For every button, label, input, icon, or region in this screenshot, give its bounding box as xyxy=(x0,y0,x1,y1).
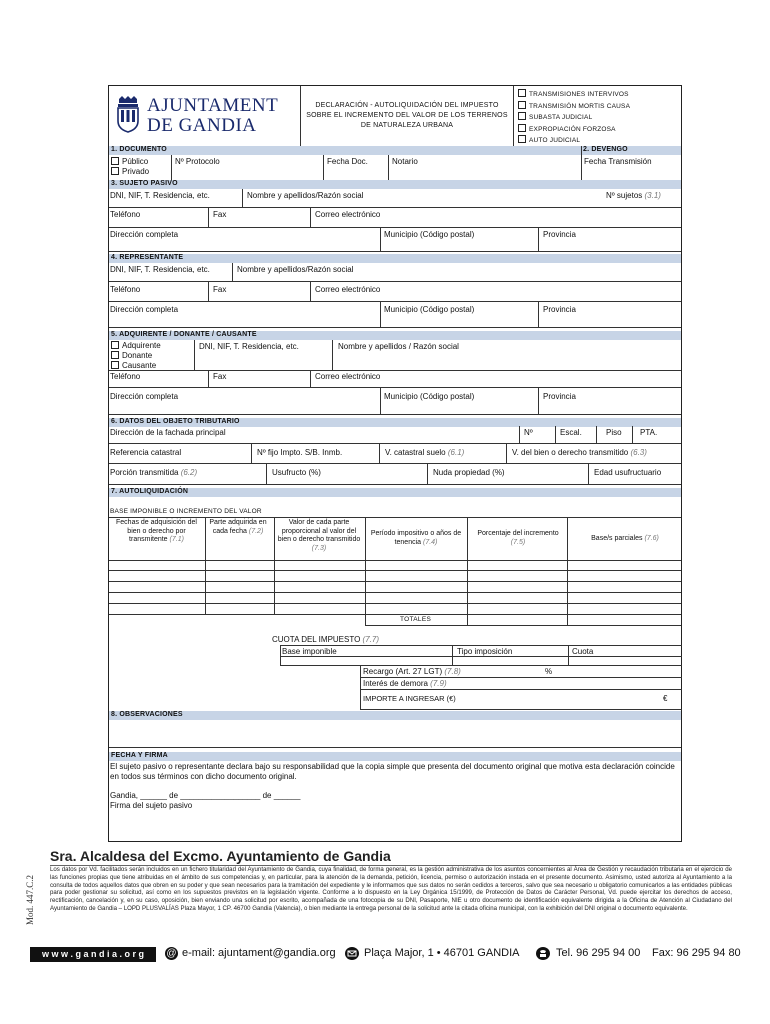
section-6-header: 6. DATOS DEL OBJETO TRIBUTARIO xyxy=(109,418,681,427)
bare-ownership-percent-field[interactable]: Nuda propiedad (%) xyxy=(433,468,505,477)
taxpayer-id-field[interactable]: DNI, NIF, T. Residencia, etc. xyxy=(110,191,210,200)
facade-address-field[interactable]: Dirección de la fachada principal xyxy=(110,428,226,437)
notary-field[interactable]: Notario xyxy=(392,157,418,166)
fixed-tax-number-field[interactable]: Nº fijo Impto. S/B. Inmb. xyxy=(257,448,343,457)
section-4-header: 4. REPRESENTANTE xyxy=(109,254,681,263)
acquirer-fax-field[interactable]: Fax xyxy=(213,372,227,381)
org-name-line2: DE GANDIA xyxy=(147,115,257,136)
checkbox-icon xyxy=(518,112,526,120)
option-acquirer[interactable]: Adquirente xyxy=(111,341,161,350)
acquirer-name-field[interactable]: Nombre y apellidos / Razón social xyxy=(338,342,459,351)
phone-number: Tel. 96 295 94 00 xyxy=(556,947,641,959)
representative-name-field[interactable]: Nombre y apellidos/Razón social xyxy=(237,265,354,274)
checkbox-icon xyxy=(518,135,526,143)
taxpayer-count-field[interactable]: Nº sujetos (3.1) xyxy=(606,191,661,200)
checkbox-icon xyxy=(518,89,526,97)
transmission-option[interactable]: SUBASTA JUDICIAL xyxy=(518,112,682,124)
signature-section-header: FECHA Y FIRMA xyxy=(109,752,681,761)
transferred-asset-value-field[interactable]: V. del bien o derecho transmitido (6.3) xyxy=(512,448,647,457)
usufruct-percent-field[interactable]: Usufructo (%) xyxy=(272,468,321,477)
surcharge-percent: % xyxy=(545,667,553,676)
checkbox-icon xyxy=(111,351,119,359)
representative-fax-field[interactable]: Fax xyxy=(213,285,227,294)
section-2-header: 2. DEVENGO xyxy=(581,146,681,155)
taxpayer-province-field[interactable]: Provincia xyxy=(543,230,576,239)
option-deceased[interactable]: Causante xyxy=(111,361,156,370)
fax-number: Fax: 96 295 94 80 xyxy=(652,947,741,959)
representative-email-field[interactable]: Correo electrónico xyxy=(315,285,381,294)
section-7-header: 7. AUTOLIQUIDACIÓN xyxy=(109,488,681,497)
tax-rate-field[interactable]: Tipo imposición xyxy=(457,647,513,656)
section-8-header: 8. OBSERVACIONES xyxy=(109,711,681,720)
acquirer-email-field[interactable]: Correo electrónico xyxy=(315,372,381,381)
transmission-date-field[interactable]: Fecha Transmisión xyxy=(584,157,652,166)
section-1-header: 1. DOCUMENTO xyxy=(109,146,581,155)
taxpayer-email-field[interactable]: Correo electrónico xyxy=(315,210,381,219)
website-badge[interactable] xyxy=(30,947,156,962)
quota-field[interactable]: Cuota xyxy=(572,647,594,656)
transmission-option[interactable]: TRANSMISIONES INTERVIVOS xyxy=(518,89,682,101)
checkbox-icon xyxy=(518,101,526,109)
org-name-line1: AJUNTAMENT xyxy=(147,95,279,116)
checkbox-icon xyxy=(111,361,119,369)
usufructuary-age-field[interactable]: Edad usufructuario xyxy=(594,468,662,477)
column-header: Fechas de adquisición del bien o derecho por transmitente (7.1) xyxy=(116,519,197,543)
checkbox-icon xyxy=(518,124,526,132)
transferred-portion-field[interactable]: Porción transmitida (6.2) xyxy=(110,468,198,477)
observations-field[interactable] xyxy=(109,720,681,747)
taxable-base-field[interactable]: Base imponible xyxy=(282,647,337,656)
taxpayer-name-field[interactable]: Nombre y apellidos/Razón social xyxy=(247,191,364,200)
city-crest-icon xyxy=(113,95,143,133)
acquirer-address-field[interactable]: Dirección completa xyxy=(110,392,179,401)
amount-payable-field[interactable]: IMPORTE A INGRESAR (€) xyxy=(363,694,456,703)
checkbox-icon xyxy=(111,167,119,175)
taxpayer-municipality-field[interactable]: Municipio (Código postal) xyxy=(384,230,475,239)
acquirer-province-field[interactable]: Provincia xyxy=(543,392,576,401)
representative-id-field[interactable]: DNI, NIF, T. Residencia, etc. xyxy=(110,265,210,274)
responsibility-declaration: El sujeto pasivo o representante declara bajo su responsabilidad que la copia simple que presenta del documento original que motiva esta declaración coincide en todos sus términos con dicho documento original. xyxy=(110,762,675,781)
representative-address-field[interactable]: Dirección completa xyxy=(110,305,179,314)
mail-envelope-icon xyxy=(345,947,359,960)
addressee-title: Sra. Alcaldesa del Excmo. Ayuntamiento de Gandia xyxy=(50,848,391,864)
protocol-number-field[interactable]: Nº Protocolo xyxy=(175,157,220,166)
totals-label: TOTALES xyxy=(400,616,432,623)
taxpayer-address-field[interactable]: Dirección completa xyxy=(110,230,179,239)
acquirer-phone-field[interactable]: Teléfono xyxy=(110,372,141,381)
cadastral-land-value-field[interactable]: V. catastral suelo (6.1) xyxy=(385,448,465,457)
floor-field[interactable]: Piso xyxy=(606,428,622,437)
option-donor[interactable]: Donante xyxy=(111,351,152,360)
acquirer-id-field[interactable]: DNI, NIF, T. Residencia, etc. xyxy=(199,342,299,351)
checkbox-icon xyxy=(111,157,119,165)
option-private[interactable]: Privado xyxy=(111,167,149,176)
transmission-option[interactable]: AUTO JUDICIAL xyxy=(518,135,682,147)
column-header: Base/s parciales (7.6) xyxy=(591,535,659,542)
transmission-option[interactable]: TRANSMISIÓN MORTIS CAUSA xyxy=(518,101,682,113)
tax-quota-title: CUOTA DEL IMPUESTO (7.7) xyxy=(272,635,379,644)
transmission-type-list xyxy=(518,89,682,147)
data-protection-notice: Los datos por Vd. facilitados serán incluidos en un fichero titularidad del Ayuntamiento de Gandia, cuya finalidad, de forma general, es la gestión administrativa de los asuntos concernientes al Área de Gestión y recaudación tributaria en el ejercicio de las funciones propias que tiene atribuidas en el ámbito de sus competencias y, en particular, para la atención de la demanda, petición, licencia, permiso o autorización instada en el presente documento. Asimismo, usted autoriza al Ayuntamiento a la consulta de todos aquellos datos que obren en su poder y que sean necesarios para la tramitación del expediente y le informamos que sus datos no serán cedidos a terceros, salvo que sea necesario u obligatorio comunicarlos a las entidades públicas para poder gestionar su solicitud, así como en los supuestos previstos en la legislación vigente. Conforme a lo dispuesto en la Ley Orgánica 15/1999, de Protección de Datos de Carácter Personal, Vd. puede ejercitar los derechos de acceso, rectificación, cancelación y, en su caso, oposición, bien enviando una solicitud por escrito, acompañada de una fotocopia de su DNI, Pasaporte, NIE u otro documento de identificación equivalente dirigida a la Oficina de Atención al Ciudadano del Ayuntamiento de Gandia – LOPD PLUSVALÍAS Plaza Mayor, 1 CP. 46700 Gandia (Valencia), o bien mediante la entrega personal de la solicitud ante la citada oficina municipal, con la exhibición del DNI original o documento equivalente. xyxy=(50,866,732,912)
column-header: Porcentaje del incremento (7.5) xyxy=(477,530,559,546)
taxpayer-fax-field[interactable]: Fax xyxy=(213,210,227,219)
stairway-field[interactable]: Escal. xyxy=(560,428,582,437)
acquirer-municipality-field[interactable]: Municipio (Código postal) xyxy=(384,392,475,401)
representative-phone-field[interactable]: Teléfono xyxy=(110,285,141,294)
declaration-title: DECLARACIÓN - AUTOLIQUIDACIÓN DEL IMPUESTO SOBRE EL INCREMENTO DEL VALOR DE LOS TERRENOS DE NATURALEZA URBANA xyxy=(306,102,508,129)
email-link[interactable]: e-mail: ajuntament@gandia.org xyxy=(182,947,336,959)
representative-province-field[interactable]: Provincia xyxy=(543,305,576,314)
euro-symbol: € xyxy=(663,694,668,703)
column-header: Valor de cada parte proporcional al valor del bien o derecho transmitido (7.3) xyxy=(277,519,361,552)
signature-label: Firma del sujeto pasivo xyxy=(110,801,193,810)
website-link[interactable]: w w w . g a n d i a . o r g xyxy=(41,949,144,959)
door-field[interactable]: PTA. xyxy=(640,428,658,437)
column-header: Parte adquirida en cada fecha (7.2) xyxy=(209,519,267,535)
transmission-option[interactable]: EXPROPIACIÓN FORZOSA xyxy=(518,124,682,136)
postal-address: Plaça Major, 1 • 46701 GANDIA xyxy=(364,947,520,959)
email-icon: @ xyxy=(166,948,177,959)
street-number-field[interactable]: Nº xyxy=(524,428,533,437)
checkbox-icon xyxy=(111,341,119,349)
phone-icon xyxy=(536,947,550,960)
taxpayer-phone-field[interactable]: Teléfono xyxy=(110,210,141,219)
column-header: Período impositivo o años de tenencia (7.4) xyxy=(370,530,462,546)
document-date-field[interactable]: Fecha Doc. xyxy=(327,157,368,166)
late-interest-field[interactable]: Interés de demora (7.9) xyxy=(363,679,447,688)
cadastral-reference-field[interactable]: Referencia catastral xyxy=(110,448,182,457)
surcharge-field[interactable]: Recargo (Art. 27 LGT) (7.8) xyxy=(363,667,461,676)
representative-municipality-field[interactable]: Municipio (Código postal) xyxy=(384,305,475,314)
model-code: Mod. 447.C.2 xyxy=(25,874,35,925)
taxable-base-title: BASE IMPONIBLE O INCREMENTO DEL VALOR xyxy=(110,508,262,515)
option-public[interactable]: Público xyxy=(111,157,148,166)
section-3-header: 3. SUJETO PASIVO xyxy=(109,180,681,189)
section-5-header: 5. ADQUIRENTE / DONANTE / CAUSANTE xyxy=(109,331,681,340)
signature-date-field[interactable]: Gandia, ______ de __________________ de ______ xyxy=(110,791,301,800)
